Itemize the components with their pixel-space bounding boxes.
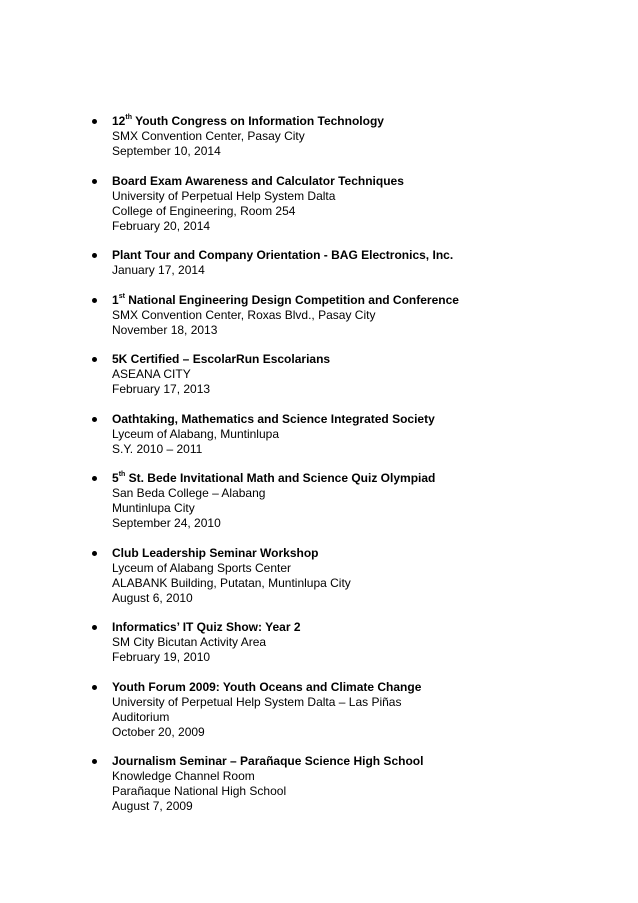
entry-detail-line: January 17, 2014: [112, 263, 205, 277]
list-item: [92, 754, 572, 814]
entry-detail-line: February 20, 2014: [112, 218, 211, 233]
entry-title-text: Club Leadership Seminar Workshop: [112, 545, 319, 560]
bullet-icon: [92, 417, 97, 422]
entry-title: [112, 293, 572, 308]
entry-detail-line: October 20, 2009: [112, 724, 205, 739]
list-item: [92, 471, 572, 531]
entry-title: [112, 546, 572, 561]
entry-detail-line: University of Perpetual Help System Dalta: [112, 188, 336, 203]
entry-title-text: 5: [112, 471, 119, 485]
bullet-icon: [92, 119, 97, 124]
entry-title-text: Plant Tour and Company Orientation - BAG Electronics, Inc.: [112, 248, 454, 262]
entry-title-text: 12: [112, 114, 126, 128]
entry-title-text-rest: St. Bede Invitational Math and Science Quiz Olympiad: [125, 471, 436, 485]
bullet-icon: [92, 179, 97, 184]
entry-title-ordinal: st: [118, 292, 125, 300]
seminar-list: [92, 114, 572, 829]
list-item: [92, 248, 572, 278]
list-item: [92, 114, 572, 159]
entry-title-text: Oathtaking, Mathematics and Science Integrated Society: [112, 411, 435, 426]
entry-detail-line: February 19, 2010: [112, 650, 211, 664]
list-item: [92, 352, 572, 397]
entry-title: [112, 248, 572, 263]
entry-detail-line: September 24, 2010: [112, 516, 221, 530]
bullet-icon: [92, 476, 97, 481]
bullet-icon: [92, 685, 97, 690]
entry-detail-line: November 18, 2013: [112, 322, 218, 337]
list-item: [92, 174, 572, 234]
bullet-icon: [92, 551, 97, 556]
entry-title-text: Journalism Seminar – Parañaque Science High School: [112, 754, 424, 768]
entry-detail-line: September 10, 2014: [112, 144, 221, 158]
entry-title: [112, 174, 572, 189]
entry-detail-line: Parañaque National High School: [112, 784, 287, 798]
entry-title-text-rest: Youth Congress on Information Technology: [131, 114, 384, 128]
entry-title-ordinal: th: [125, 114, 132, 121]
list-item: [92, 412, 572, 457]
entry-title-text: Youth Forum 2009: Youth Oceans and Climate Change: [112, 679, 422, 694]
entry-title: [112, 471, 572, 486]
bullet-icon: [92, 759, 97, 764]
entry-detail-line: S.Y. 2010 – 2011: [112, 441, 203, 456]
list-item: [92, 293, 572, 338]
entry-detail-line: ASEANA CITY: [112, 367, 191, 381]
entry-title-text: Board Exam Awareness and Calculator Techniques: [112, 173, 404, 188]
entry-detail-line: Lyceum of Alabang, Muntinlupa: [112, 426, 279, 441]
entry-title-text: 1: [112, 292, 119, 307]
entry-detail-line: SMX Convention Center, Pasay City: [112, 129, 305, 143]
entry-title: [112, 412, 572, 427]
entry-title: [112, 352, 572, 367]
bullet-icon: [92, 253, 97, 258]
entry-detail-line: February 17, 2013: [112, 382, 211, 396]
entry-title-text: Informatics’ IT Quiz Show: Year 2: [112, 620, 301, 634]
entry-title: [112, 114, 572, 129]
entry-detail-line: ALABANK Building, Putatan, Muntinlupa City: [112, 575, 351, 590]
list-item: [92, 680, 572, 740]
bullet-icon: [92, 357, 97, 362]
entry-title: [112, 680, 572, 695]
entry-detail-line: SMX Convention Center, Roxas Blvd., Pasay City: [112, 307, 376, 322]
entry-detail-line: College of Engineering, Room 254: [112, 203, 296, 218]
list-item: [92, 620, 572, 665]
entry-detail-line: August 7, 2009: [112, 799, 193, 813]
entry-detail-line: Muntinlupa City: [112, 501, 195, 515]
entry-detail-line: San Beda College – Alabang: [112, 486, 266, 500]
entry-title-text: 5K Certified – EscolarRun Escolarians: [112, 352, 331, 366]
bullet-icon: [92, 298, 97, 303]
entry-title-ordinal: th: [118, 471, 126, 478]
bullet-icon: [92, 625, 97, 630]
list-item: [92, 546, 572, 606]
entry-detail-line: August 6, 2010: [112, 590, 193, 605]
entry-detail-line: Knowledge Channel Room: [112, 769, 255, 783]
entry-detail-line: University of Perpetual Help System Dalta – Las Piñas: [112, 694, 402, 709]
entry-title-text-rest: National Engineering Design Competition and Conference: [124, 292, 459, 307]
entry-title: [112, 754, 572, 769]
entry-detail-line: Lyceum of Alabang Sports Center: [112, 560, 291, 575]
entry-detail-line: Auditorium: [112, 709, 170, 724]
entry-title: [112, 620, 572, 635]
entry-detail-line: SM City Bicutan Activity Area: [112, 635, 267, 649]
